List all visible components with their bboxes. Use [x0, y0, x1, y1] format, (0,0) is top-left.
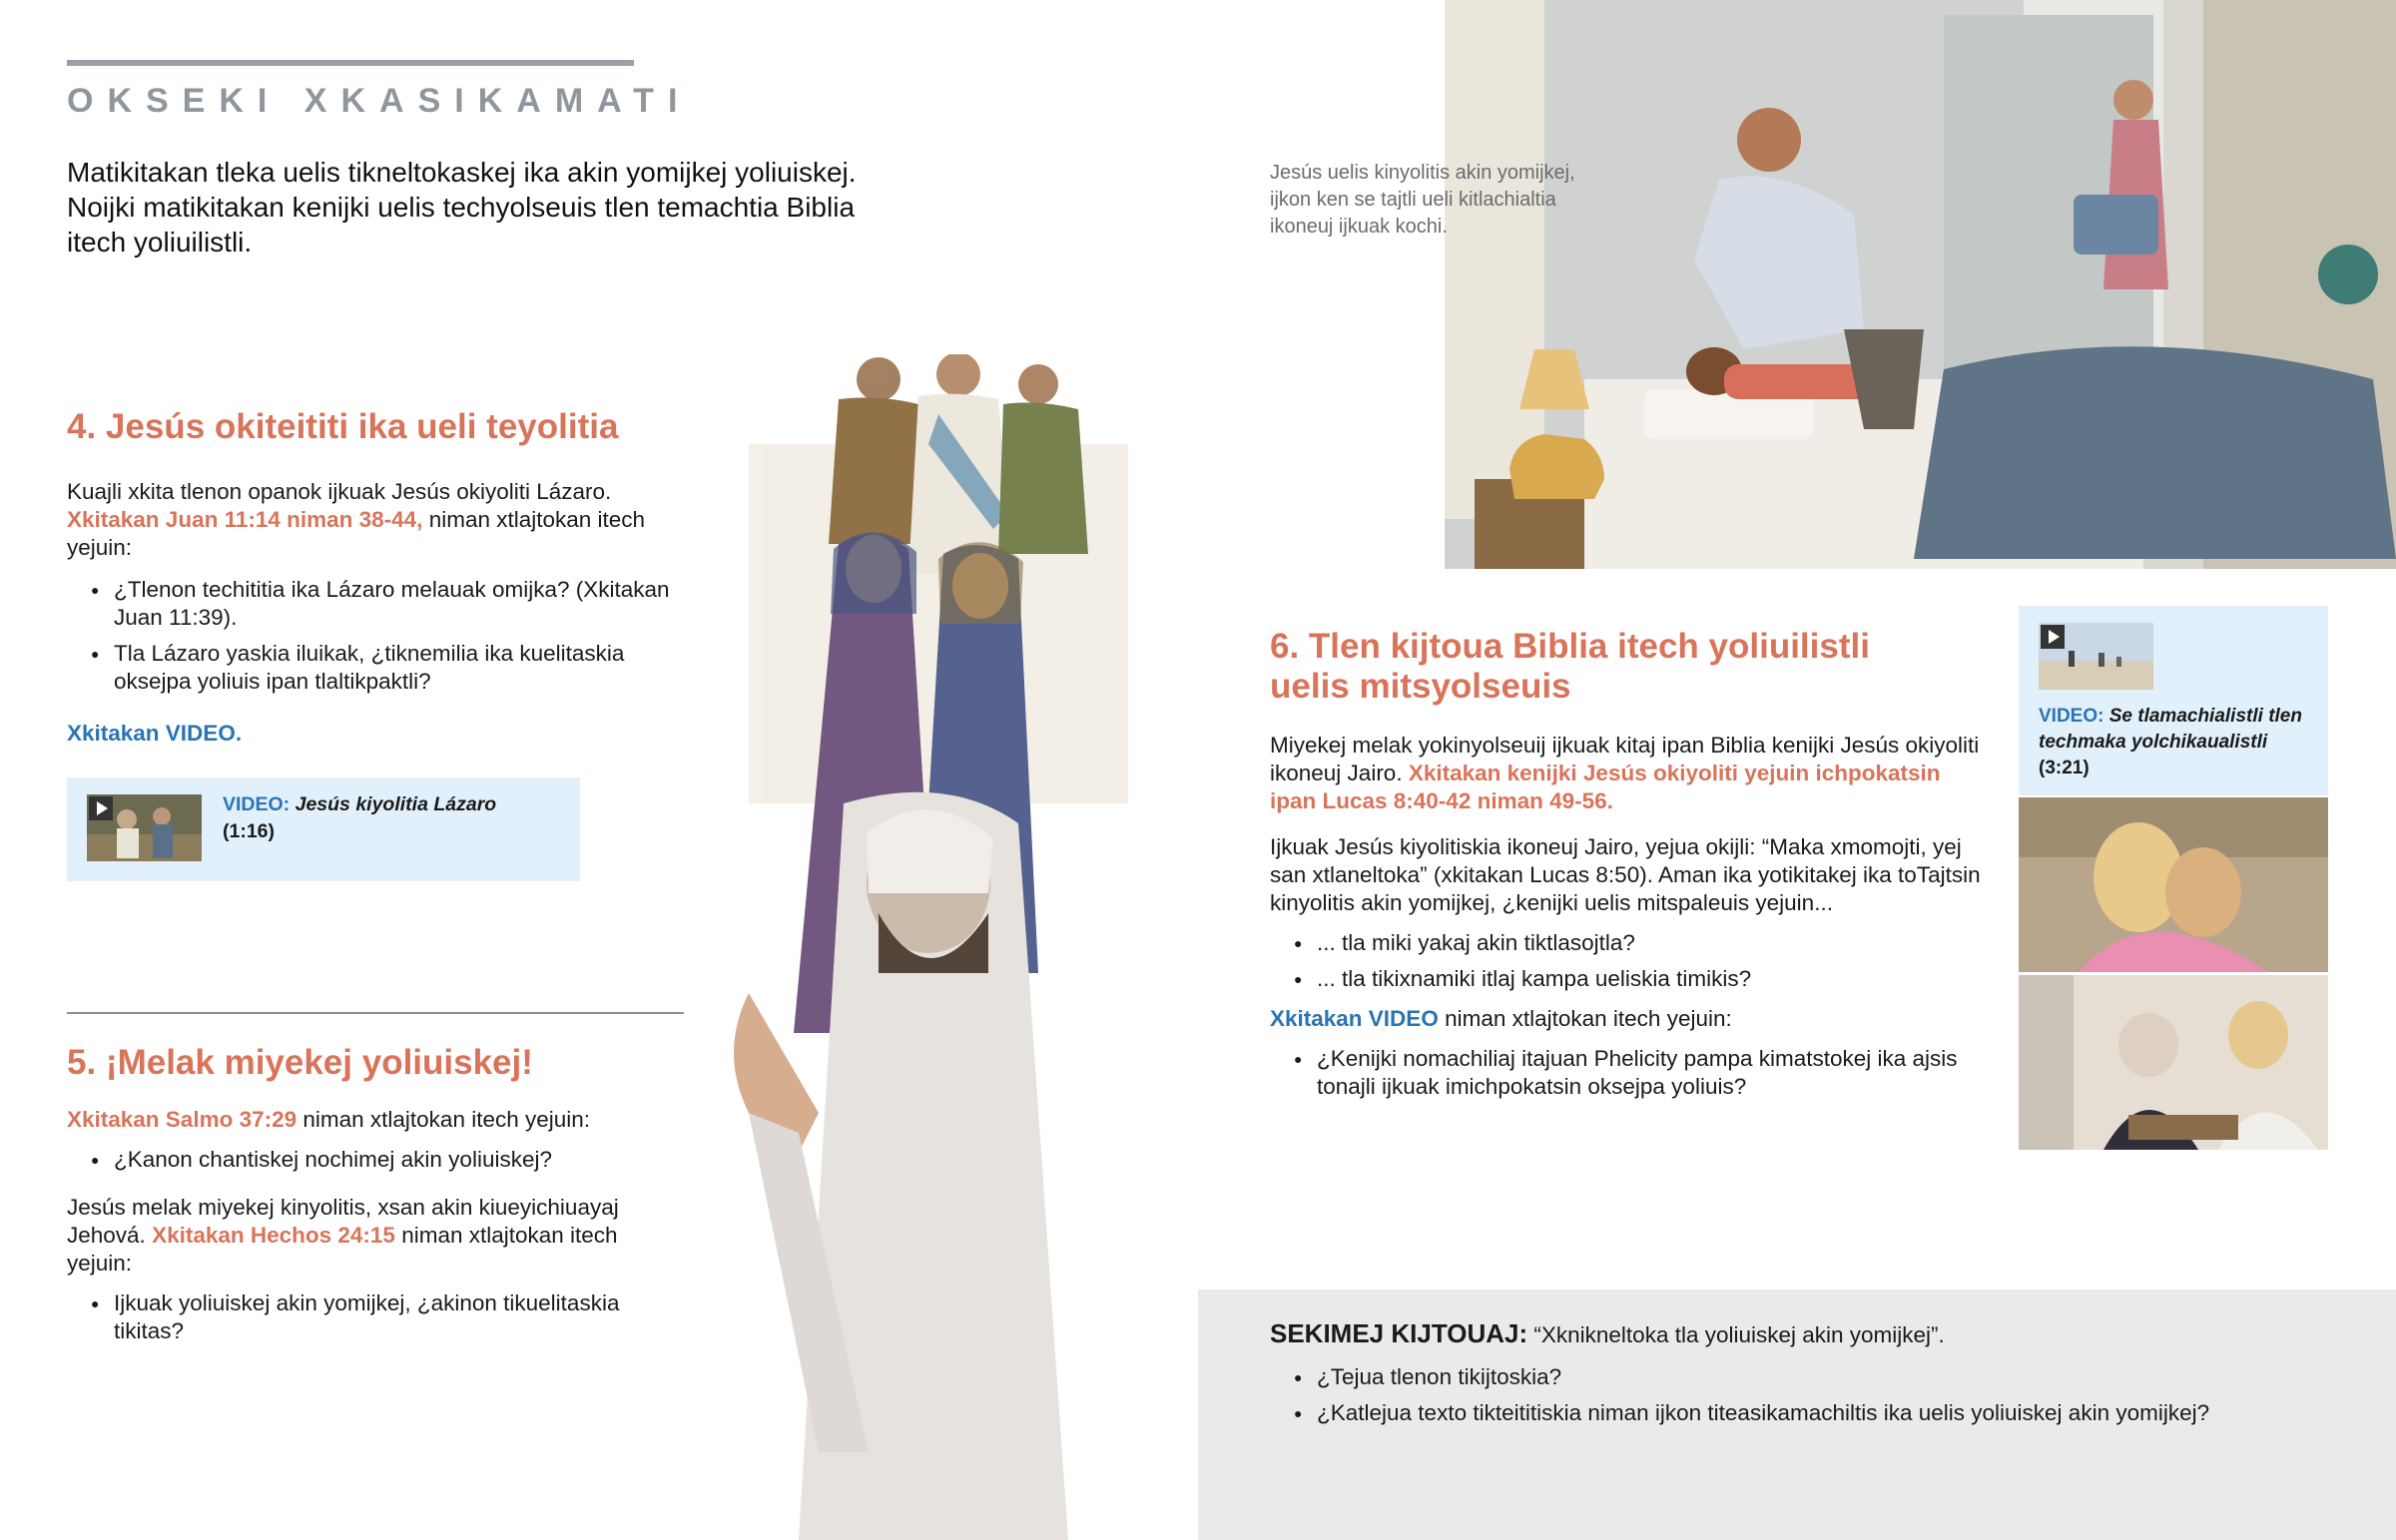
video-duration: (1:16)	[223, 820, 276, 842]
question-item: ● ¿Kenijki nomachiliaj itajuan Phelicity pampa kimatstokej ika ajsis tonajli ijkuak imichpokatsin oksejpa yoliuis?	[1270, 1045, 1989, 1101]
section-5-text: niman xtlajtokan itech yejuin:	[297, 1107, 591, 1132]
photo-bible-study	[2019, 975, 2328, 1150]
section-5-scripture-link[interactable]: Xkitakan Salmo 37:29	[67, 1107, 298, 1132]
question-item: ● ... tla tikixnamiki itlaj kampa ueliskia timikis?	[1270, 965, 1989, 993]
video-title[interactable]: Jesús kiyolitia Lázaro	[295, 793, 497, 815]
summary-label: SEKIMEJ KIJTOUAJ:	[1270, 1318, 1528, 1348]
video-label: VIDEO:	[2039, 706, 2104, 727]
section-5-paragraph-2	[67, 1194, 686, 1278]
summary-questions	[1270, 1363, 2318, 1427]
section-5-questions	[67, 1146, 686, 1174]
section-4-video-link[interactable]: Xkitakan VIDEO.	[67, 721, 243, 746]
video-label: VIDEO:	[223, 793, 291, 815]
video-card-lazaro[interactable]	[67, 777, 580, 881]
summary-line	[1270, 1317, 2318, 1351]
section-6-video-link[interactable]: Xkitakan VIDEO	[1270, 1006, 1439, 1031]
section-5-paragraph	[67, 1106, 686, 1134]
section-5-questions-2	[67, 1289, 686, 1345]
play-icon[interactable]	[89, 796, 113, 820]
section-6-paragraph-3	[1270, 1005, 1989, 1033]
video-thumbnail[interactable]	[2039, 623, 2153, 690]
section-divider	[67, 1012, 684, 1014]
section-4-questions	[67, 576, 706, 696]
section-5-text-3: niman xtlajtokan itech yejuin:	[67, 1223, 618, 1276]
image-caption: Jesús uelis kinyolitis akin yomijkej, ijkon ken se tajtli ueli kitlachialtia ikoneuj ijkuak kochi.	[1270, 162, 1575, 238]
play-icon[interactable]	[2041, 625, 2065, 649]
intro-text: Matikitakan tleka uelis tikneltokaskej ika akin yomijkej yoliuiskej. Noijki matikitakan kenijki uelis techyolseuis tlen temachtia Biblia itech yoliuilistli.	[67, 157, 857, 257]
video-duration: (3:21)	[2039, 758, 2090, 778]
question-item: ● ... tla miki yakaj akin tiktlasojtla?	[1270, 929, 1989, 957]
photo-hug	[2019, 797, 2328, 972]
video-card-phelicity[interactable]	[2019, 606, 2328, 795]
section-6-questions-2	[1270, 1045, 1989, 1101]
lazarus-illustration	[689, 354, 1198, 1540]
bedroom-illustration	[1445, 0, 2396, 569]
section-6-scripture-link[interactable]: Xkitakan kenijki Jesús okiyoliti yejuin ichpokatsin ipan Lucas 8:40-42 niman 49-56.	[1270, 761, 1941, 813]
section-6-text-3: niman xtlajtokan itech yejuin:	[1438, 1006, 1732, 1031]
section-5-heading: 5. ¡Melak miyekej yoliuiskej!	[67, 1043, 533, 1082]
video-card-info	[223, 791, 496, 845]
section-4-scripture-link[interactable]: Xkitakan Juan 11:14 niman 38-44,	[67, 507, 423, 532]
section-kicker: OKSEKI XKASIKAMATI	[67, 82, 692, 120]
section-5	[67, 1043, 686, 1353]
section-6-paragraph-2: Ijkuak Jesús kiyolitiskia ikoneuj Jairo, yejua okijli: “Maka xmomojti, yej san xtlaneltoka” (xkitakan Lucas 8:50). Aman ika yotikitakej ika toTajtsin kinyolitis akin yomijkej, ¿kenijki uelis mitspaleuis yejuin...	[1270, 834, 1981, 915]
section-4-text: Kuajli xkita tlenon opanok ijkuak Jesús okiyoliti Lázaro.	[67, 479, 612, 504]
summary-statement: “Xknikneltoka tla yoliuiskej akin yomijkej”.	[1527, 1322, 1945, 1347]
section-4-paragraph	[67, 478, 706, 562]
video-title[interactable]: Se tlamachialistli tlen techmaka yolchikaualistli	[2039, 706, 2302, 753]
section-4	[67, 407, 706, 748]
section-6-questions	[1270, 929, 1989, 993]
video-thumbnail[interactable]	[87, 794, 202, 861]
question-item: ● ¿Tlenon techititia ika Lázaro melauak omijka? (Xkitakan Juan 11:39).	[67, 576, 706, 632]
section-4-text-2: niman xtlajtokan itech yejuin:	[67, 507, 646, 560]
section-6-paragraph	[1270, 732, 1989, 815]
section-5-scripture-link-2[interactable]: Xkitakan Hechos 24:15	[152, 1223, 395, 1248]
question-item: ● ¿Tejua tlenon tikijtoskia?	[1270, 1363, 2318, 1391]
question-item: ● ¿Katlejua texto tikteititiskia niman ijkon titeasikamachiltis ika uelis yoliuiskej akin yomijkej?	[1270, 1399, 2318, 1427]
top-rule	[67, 60, 634, 66]
section-4-heading: 4. Jesús okiteititi ika ueli teyolitia	[67, 407, 619, 446]
section-5-text-2: Jesús melak miyekej kinyolitis, xsan akin kiueyichiuayaj Jehová.	[67, 1195, 619, 1248]
question-item: ● ¿Kanon chantiskej nochimej akin yoliuiskej?	[67, 1146, 686, 1174]
question-item: ● Ijkuak yoliuiskej akin yomijkej, ¿akinon tikuelitaskia tikitas?	[67, 1289, 686, 1345]
summary	[1270, 1317, 2318, 1435]
section-6-text: Miyekej melak yokinyolseuij ijkuak kitaj ipan Biblia kenijki Jesús okiyoliti ikoneuj Jairo.	[1270, 733, 1980, 785]
section-6-heading: 6. Tlen kijtoua Biblia itech yoliuilistli uelis mitsyolseuis	[1270, 627, 1870, 706]
video-card-info	[2039, 704, 2313, 781]
section-6	[1270, 627, 1989, 1109]
question-item: ● Tla Lázaro yaskia iluikak, ¿tiknemilia ika kuelitaskia oksejpa yoliuis ipan tlaltikpaktli?	[67, 640, 706, 696]
